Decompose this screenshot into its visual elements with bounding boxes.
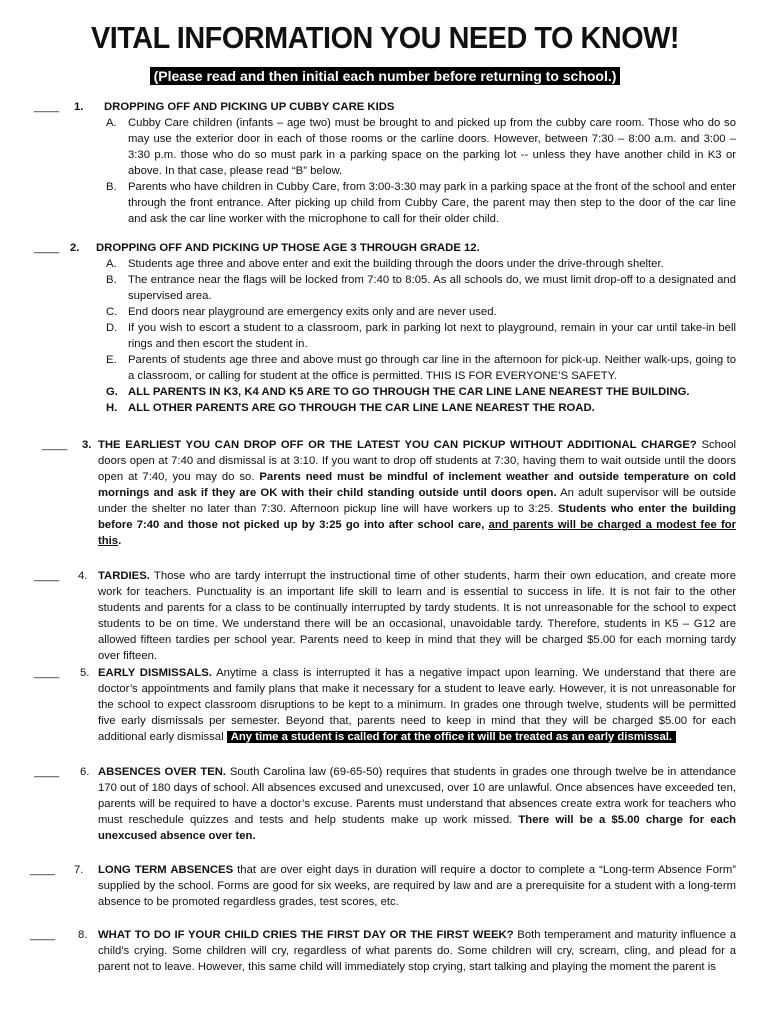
section-text: South Carolina law (69-65-50) requires that students in grades one through twelve be in attendance 170 out of 180 days of school. All absences excused and unexcused, over 10 are unlawful. Once absences have exceeded ten, parents will be required to have a doctor’s excuse. Parents must understand that absences create extra work for teachers who must reschedule quizzes and tests and help students make up work missed. (98, 766, 736, 826)
section-text-2: An adult supervisor will be outside under the shelter no later than 7:30. Afternoon pickup line will have workers up to 3:25. (98, 487, 736, 515)
section-number: 4. (78, 570, 88, 582)
item-letter: D. (106, 322, 118, 334)
section-number: 2. (70, 242, 80, 254)
item-letter: A. (106, 258, 117, 270)
initial-blank: ____ (30, 929, 56, 941)
section-heading: LONG TERM ABSENCES (98, 864, 234, 876)
section-end: . (118, 535, 122, 547)
section-heading: DROPPING OFF AND PICKING UP CUBBY CARE KIDS (104, 101, 395, 113)
item-text: Cubby Care children (infants – age two) must be brought to and picked up from the cubby care room. Those who do so may use the exterior door in each of those rooms or the carline doors. However, between 7:30 – 8:00 a.m. and 3:00 – 3:30 p.m. those who do so must park in a parking space on the parking lot -- unless they have another child in K3 or above. In that case, please read “B” below. (128, 117, 736, 177)
section-heading: TARDIES. (98, 570, 150, 582)
subtitle-banner (0, 67, 770, 86)
fee-notice: and parents will be charged a modest fee for this (98, 519, 736, 547)
section-bold-text: Parents need must be mindful of inclement weather and outside temperature on cold mornings and ask if they are OK with their child standing outside until doors open. (98, 471, 736, 499)
section-7 (30, 862, 736, 910)
initial-blank: ____ (34, 101, 60, 113)
item-letter: B. (106, 181, 117, 193)
item-letter: G. (106, 386, 118, 398)
item-text: Students age three and above enter and exit the building through the doors under the drive-through shelter. (128, 258, 664, 270)
item-text: ALL OTHER PARENTS ARE GO THROUGH THE CAR LINE LANE NEAREST THE ROAD. (128, 402, 595, 414)
list-item (34, 272, 736, 304)
section-heading: ABSENCES OVER TEN. (98, 766, 227, 778)
item-letter: B. (106, 274, 117, 286)
section-1 (34, 99, 736, 227)
item-text: The entrance near the flags will be locked from 7:40 to 8:05. As all schools do, we must limit drop-off to a designated and supervised area. (128, 274, 736, 302)
section-number: 5. (80, 667, 90, 679)
section-text: Both temperament and maturity influence a child’s crying. Some children will cry, regardless of what parents do. Some children will cry, scream, cling, and plead for a parent not to leave. However, this same child will immediately stop crying, start talking and playing the moment the parent is (98, 929, 736, 973)
section-number: 8. (78, 929, 88, 941)
item-text: Parents of students age three and above must go through car line in the afternoon for pick-up. Neither walk-ups, going to a classroom, or calling for student at the office is permitted. THIS IS FOR EVERYONE’S SAFETY. (128, 354, 736, 382)
section-number: 1. (74, 101, 84, 113)
section-text: School doors open at 7:40 and dismissal is at 3:10. If you want to drop off students at 7:30, having them to wait outside until the doors open at 7:40, you may do so. (98, 439, 737, 483)
list-item (34, 115, 736, 179)
section-4 (34, 568, 736, 664)
section-number: 6. (80, 766, 90, 778)
section-number: 3. (82, 439, 92, 451)
section-text: Anytime a class is interrupted it has a negative impact upon learning. We understand that there are doctor’s appointments and family plans that make it necessary for a student to leave early. However, it is not unreasonable for the school to expect classroom disruptions to be kept to a minimum. In grades one through twelve, students will be permitted five early dismissals per semester. Beyond that, parents need to keep in mind that they will be charged $5.00 for each additional early dismissal (98, 667, 737, 743)
section-heading: DROPPING OFF AND PICKING UP THOSE AGE 3 THROUGH GRADE 12. (96, 242, 480, 254)
list-item (34, 352, 736, 384)
section-number: 7. (74, 864, 84, 876)
item-letter: A. (106, 117, 117, 129)
item-letter: E. (106, 354, 117, 366)
item-letter: C. (106, 306, 118, 318)
item-letter: H. (106, 402, 118, 414)
section-text: that are over eight days in duration will require a doctor to complete a “Long-term Absence Form” supplied by the school. Forms are good for six weeks, are required by law and are a prerequisite for a student with a long-term absence to be promoted regardless grades, test scores, etc. (98, 864, 736, 908)
initial-blank: ____ (30, 864, 56, 876)
item-text: End doors near playground are emergency exits only and are never used. (128, 306, 497, 318)
section-2 (34, 240, 736, 416)
item-text: If you wish to escort a student to a classroom, park in parking lot next to playground, remain in your car until take-in bell rings and then escort the student in. (128, 322, 736, 350)
early-dismissal-highlight: Any time a student is called for at the office it will be treated as an early dismissal. (227, 731, 676, 743)
section-heading: THE EARLIEST YOU CAN DROP OFF OR THE LATEST YOU CAN PICKUP WITHOUT ADDITIONAL CHARGE? (98, 439, 697, 451)
item-text: Parents who have children in Cubby Care, from 3:00-3:30 may park in a parking space at the front of the school and enter through the front entrance. After picking up child from Cubby Care, the parent may then step to the door of the car line and ask the car line worker with the microphone to call for their older child. (128, 181, 736, 225)
absence-charge-notice: There will be a $5.00 charge for each unexcused absence over ten. (98, 814, 736, 842)
section-5 (34, 665, 736, 745)
initial-blank: ____ (34, 570, 60, 582)
section-3 (34, 437, 736, 549)
initial-blank: ____ (34, 242, 60, 254)
list-item (34, 256, 736, 272)
initial-blank: ____ (34, 667, 60, 679)
section-8 (30, 927, 736, 975)
subtitle: (Please read and then initial each number before returning to school.) (150, 67, 621, 85)
list-item (34, 384, 736, 400)
item-text: ALL PARENTS IN K3, K4 AND K5 ARE TO GO THROUGH THE CAR LINE LANE NEAREST THE BUILDING. (128, 386, 690, 398)
section-6 (34, 764, 736, 844)
section-text: Those who are tardy interrupt the instructional time of other students, harm their own education, and create more work for teachers. Punctuality is an important life skill to learn and is essential to success in life. It is not fair to the other students and parents for a class to be continually interrupted by tardy students. It is not unreasonable for the school to expect students to be on time. We understand there will be an occasional, unavoidable tardy. Therefore, students in K5 – G12 are allowed fifteen tardies per school year. Parents need to keep in mind that they will be charged $5.00 for each morning tardy over fifteen. (98, 570, 736, 662)
list-item (34, 179, 736, 227)
initial-blank: ____ (34, 766, 60, 778)
list-item (34, 320, 736, 352)
section-heading: WHAT TO DO IF YOUR CHILD CRIES THE FIRST DAY OR THE FIRST WEEK? (98, 929, 514, 941)
section-heading: EARLY DISMISSALS. (98, 667, 212, 679)
section-bold-text-2: Students who enter the building before 7:40 and those not picked up by 3:25 go into after school care, (98, 503, 736, 531)
list-item (34, 400, 736, 416)
initial-blank: ____ (42, 439, 68, 451)
page-title: VITAL INFORMATION YOU NEED TO KNOW! (90, 20, 680, 55)
list-item (34, 304, 736, 320)
